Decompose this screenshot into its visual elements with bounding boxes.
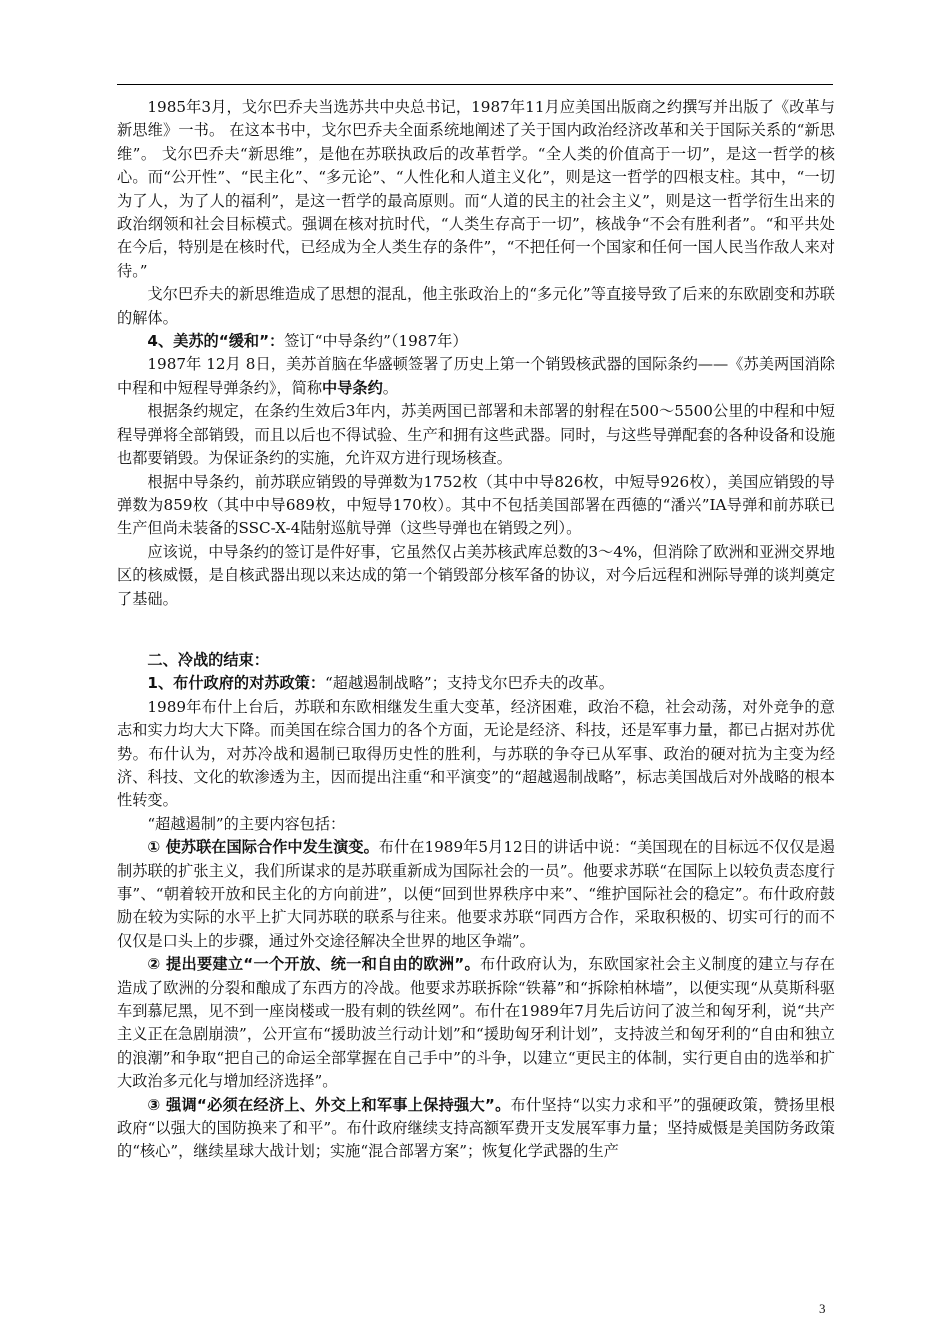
paragraph: 1989年布什上台后，苏联和东欧相继发生重大变革，经济困难，政治不稳，社会动荡，对外竞争的意志和实力均大大下降。而美国在综合国力的各个方面，无论是经济、科技，还是军事力量，都已占据对苏优势。布什认为，对苏冷战和遏制已取得历史性的胜利，与苏联的争夺已从军事、政治的硬对抗为主变为经济、科技、文化的软渗透为主，因而提出注重“和平演变”的“超越遏制战略”，标志美国战后对外战略的根本性转变。 xyxy=(117,697,835,810)
section-heading-1: 1、布什政府的对苏政策：“超越遏制战略”；支持戈尔巴乔夫的改革。 xyxy=(147,674,614,693)
paragraph: 戈尔巴乔夫的新思维造成了思想的混乱，他主张政治上的“多元化”等直接导致了后来的东欧剧变和苏联的解体。 xyxy=(117,285,835,327)
paragraph: “超越遏制”的主要内容包括： xyxy=(147,814,346,833)
paragraph: ③ 强调“必须在经济上、外交上和军事上保持强大”。布什坚持“以实力求和平”的强硬政策，赞扬里根政府“以强大的国防换来了和平”。布什政府继续支持高额军费开支发展军事力量；坚持威慑是美国防务政策的“核心”，继续星球大战计划；实施“混合部署方案”；恢复化学武器的生产 xyxy=(117,1095,835,1161)
paragraph: ② 提出要建立“一个开放、统一和自由的欧洲”。布什政府认为，东欧国家社会主义制度的建立与存在造成了欧洲的分裂和酿成了东西方的冷战。他要求苏联拆除“铁幕”和“拆除柏林墙”，以便实现“从莫斯科驱车到慕尼黑，见不到一座岗楼或一股有刺的铁丝网”。布什在1989年7月先后访问了波兰和匈牙利，说“共产主义正在急剧崩溃”，公开宣布“援助波兰行动计划”和“援助匈牙利计划”，支持波兰和匈牙利的“自由和独立的浪潮”和争取“把自己的命运全部掌握在自己手中”的斗争，以建立“更民主的体制，实行更自由的选举和扩大政治多元化与增加经济选择”。 xyxy=(117,955,835,1091)
paragraph: 根据中导条约，前苏联应销毁的导弹数为1752枚（其中中导826枚，中短导926枚），美国应销毁的导弹数为859枚（其中中导689枚，中短导170枚）。其中不包括美国部署在西德的“潘兴”IA导弹和前苏联已生产但尚未装备的SSC-X-4陆射巡航导弹（这些导弹也在销毁之列）。 xyxy=(117,472,835,538)
paragraph: 根据条约规定，在条约生效后3年内，苏美两国已部署和未部署的射程在500～5500公里的中程和中短程导弹将全部销毁，而且以后也不得试验、生产和拥有这些武器。同时，与这些导弹配套的各种设备和设施也都要销毁。为保证条约的实施，允许双方进行现场核查。 xyxy=(117,402,835,468)
section-heading-4: 4、美苏的“缓和”：签订“中导条约”（1987年） xyxy=(147,332,468,351)
paragraph: 1987年 12月 8日，美苏首脑在华盛顿签署了历史上第一个销毁核武器的国际条约——《苏美两国消除中程和中短程导弹条约》，简称中导条约。 xyxy=(117,355,835,397)
page-number: 3 xyxy=(819,1301,826,1316)
paragraph: ① 使苏联在国际合作中发生演变。布什在1989年5月12日的讲话中说：“美国现在的目标远不仅仅是遏制苏联的扩张主义，我们所谋求的是苏联重新成为国际社会的一员”。他要求苏联“在国际上以较负责态度行事”、“朝着较开放和民主化的方向前进”，以便“回到世界秩序中来”、“维护国际社会的稳定”。布什政府鼓励在较为实际的水平上扩大同苏联的联系与往来。他要求苏联“同西方合作，采取积极的、切实可行的而不仅仅是口头上的步骤，通过外交途径解决全世界的地区争端”。 xyxy=(117,838,835,950)
paragraph: 应该说，中导条约的签订是件好事，它虽然仅占美苏核武库总数的3～4%，但消除了欧洲和亚洲交界地区的核威慑，是自核武器出现以来达成的第一个销毁部分核军备的协议，对今后远程和洲际导弹的谈判奠定了基础。 xyxy=(117,542,835,608)
document-body xyxy=(117,96,835,1164)
header-rule xyxy=(117,84,833,85)
paragraph: 1985年3月，戈尔巴乔夫当选苏共中央总书记，1987年11月应美国出版商之约撰写并出版了《改革与新思维》一书。 在这本书中，戈尔巴乔夫全面系统地阐述了关于国内政治经济改革和关于国际关系的“新思维”。 戈尔巴乔夫“新思维”，是他在苏联执政后的改革哲学。“全人类的价值高于一切”，是这一哲学的核心。而“公开性”、“民主化”、“多元论”、“人性化和人道主义化”，则是这一哲学的四根支柱。其中，“一切为了人，为了人的福利”，是这一哲学的最高原则。而“人道的民主的社会主义”，则是这一哲学衍生出来的政治纲领和社会目标模式。强调在核对抗时代，“人类生存高于一切”，核战争“不会有胜利者”。“和平共处在今后，特别是在核时代，已经成为全人类生存的条件”，“不把任何一个国家和任何一国人民当作敌人来对待。” xyxy=(117,98,835,280)
section-heading-2: 二、冷战的结束： xyxy=(147,650,269,669)
